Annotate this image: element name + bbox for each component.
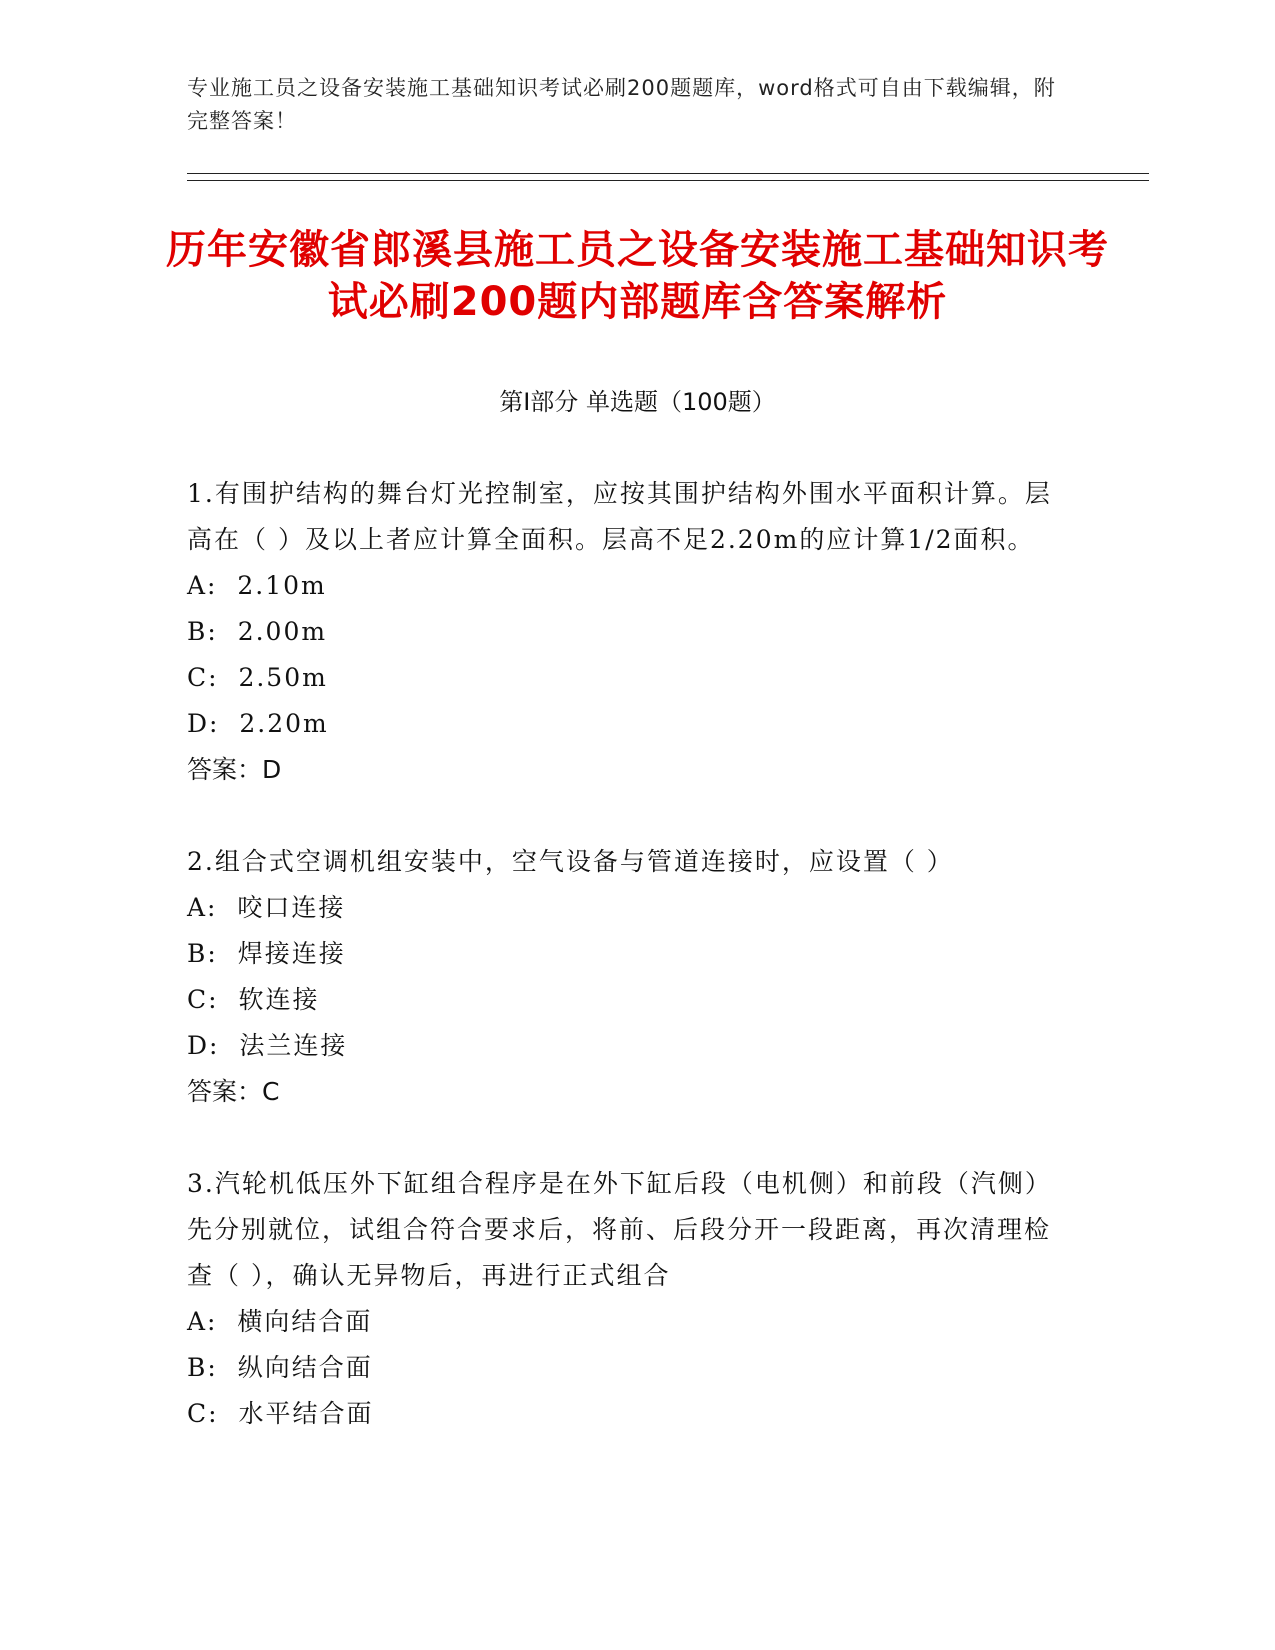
option-c: C: 2.50m: [187, 663, 328, 692]
answer: 答案：C: [187, 1077, 280, 1106]
question-stem: 3.汽轮机低压外下缸组合程序是在外下缸后段（电机侧）和前段（汽侧）先分别就位，试组合符合要求后，将前、后段分开一段距离，再次清理检查（ ），确认无异物后，再进行正式组合: [187, 1169, 1052, 1290]
section-heading: 第I部分 单选题（100题）: [499, 388, 776, 416]
option-b: B: 2.00m: [187, 617, 328, 646]
option-b: B: 纵向结合面: [187, 1353, 373, 1382]
option-b: B: 焊接连接: [187, 939, 346, 968]
option-c: C: 软连接: [187, 985, 320, 1014]
option-a: A: 2.10m: [187, 571, 327, 600]
question-list: [187, 471, 1067, 1483]
page-header: 专业施工员之设备安装施工基础知识考试必刷200题题库，word格式可自由下载编辑，附完整答案！: [187, 76, 1056, 133]
header-rule-top: [187, 173, 1149, 174]
question-2: [187, 839, 1067, 1115]
option-d: D: 法兰连接: [187, 1031, 348, 1060]
header-rule-bottom: [187, 180, 1149, 181]
question-1: [187, 471, 1067, 793]
option-c: C: 水平结合面: [187, 1399, 374, 1428]
answer: 答案：D: [187, 755, 282, 784]
option-d: D: 2.20m: [187, 709, 329, 738]
option-a: A: 咬口连接: [187, 893, 346, 922]
option-a: A: 横向结合面: [187, 1307, 373, 1336]
question-stem: 1.有围护结构的舞台灯光控制室，应按其围护结构外围水平面积计算。层高在（ ）及以上者应计算全面积。层高不足2.20m的应计算1/2面积。: [187, 479, 1052, 554]
document-title: 历年安徽省郎溪县施工员之设备安装施工基础知识考试必刷200题内部题库含答案解析: [166, 227, 1109, 325]
question-3: [187, 1161, 1067, 1437]
question-stem: 2.组合式空调机组安装中，空气设备与管道连接时，应设置（ ）: [187, 847, 954, 876]
